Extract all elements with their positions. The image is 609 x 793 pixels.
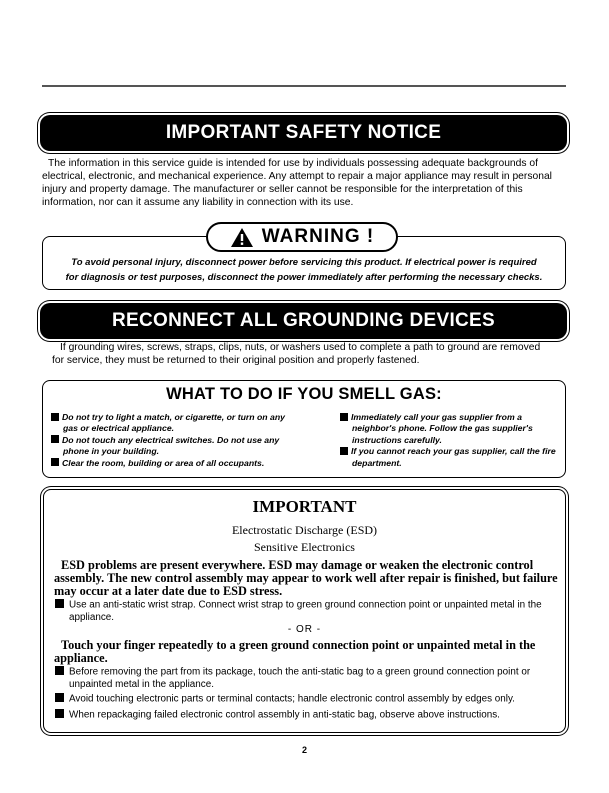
esd-bullet-2: Before removing the part from its package, touch the anti-static bag to a green ground connection point or unpainted metal in the appliance. [55, 666, 555, 692]
gas-title: WHAT TO DO IF YOU SMELL GAS: [166, 385, 442, 403]
warning-line-2: for diagnosis or test purposes, disconnect the power immediately after performing the necessary checks. [65, 272, 543, 283]
safety-notice-banner [41, 116, 566, 150]
bullet-square-icon [51, 413, 59, 421]
bullet-square-icon [55, 709, 64, 718]
list-item: Clear the room, building or area of all occupants. [51, 458, 301, 469]
list-item: Do not touch any electrical switches. Do not use any phone in your building. [51, 435, 301, 458]
bullet-square-icon [55, 599, 64, 608]
esd-subtitle-1: Electrostatic Discharge (ESD) [231, 523, 378, 537]
bullet-square-icon [51, 458, 59, 466]
list-item: Immediately call your gas supplier from a neighbor's phone. Follow the gas supplier's instructions carefully. [340, 412, 562, 446]
grounding-title: RECONNECT ALL GROUNDING DEVICES [112, 310, 495, 331]
safety-notice-body: The information in this service guide is intended for use by individuals possessing adequate backgrounds of electrical, electronic, and mechanical experience. Any attempt to repair a major appliance may result in personal injury and property damage. The manufacturer or seller cannot be responsible for the interpretation of this information, nor can it assume any liability in connection with its use. [42, 158, 552, 208]
list-item: Do not try to light a match, or cigarette, or turn on any gas or electrical appliance. [51, 412, 301, 435]
safety-notice-title: IMPORTANT SAFETY NOTICE [165, 122, 442, 143]
bullet-square-icon [55, 666, 64, 675]
grounding-body: If grounding wires, screws, straps, clips, nuts, or washers used to complete a path to ground are removed for service, they must be returned to their original position and properly fastened. [52, 342, 541, 366]
touch-statement: Touch your finger repeatedly to a green ground connection point or unpainted metal in the appliance. [54, 638, 536, 665]
list-item: If you cannot reach your gas supplier, call the fire department. [340, 446, 562, 469]
bullet-square-icon [55, 693, 64, 702]
esd-bullet-3: Avoid touching electronic parts or terminal contacts; handle electronic control assembly by edges only. [55, 693, 560, 706]
gas-right-list [340, 412, 562, 469]
warning-line-1: To avoid personal injury, disconnect power before servicing this product. If electrical power is required [71, 257, 537, 268]
bullet-square-icon [340, 413, 348, 421]
bullet-square-icon [340, 447, 348, 455]
warning-badge [206, 222, 398, 252]
esd-title: IMPORTANT [252, 497, 357, 516]
top-divider [42, 85, 566, 87]
warning-text [48, 255, 560, 285]
esd-bullet-4: When repackaging failed electronic control assembly in anti-static bag, observe above instructions. [55, 709, 560, 722]
page-number: 2 [301, 745, 307, 755]
warning-triangle-icon [230, 227, 254, 248]
esd-statement: ESD problems are present everywhere. ESD may damage or weaken the electronic control assembly. The new control assembly may appear to work well after repair is finished, but failure may occur at a later date due to ESD stress. [54, 558, 558, 598]
bullet-square-icon [51, 435, 59, 443]
gas-left-list [51, 412, 301, 469]
grounding-banner [41, 304, 566, 338]
esd-bullet-1: Use an anti-static wrist strap. Connect wrist strap to green ground connection point or unpainted metal in the appliance. [55, 599, 555, 625]
esd-subtitle-2: Sensitive Electronics [254, 540, 355, 554]
warning-title: WARNING ! [261, 226, 375, 247]
or-separator: - OR - [287, 624, 322, 635]
